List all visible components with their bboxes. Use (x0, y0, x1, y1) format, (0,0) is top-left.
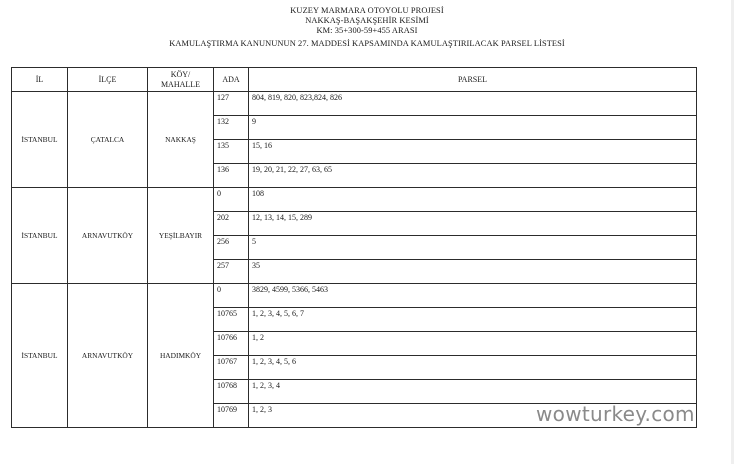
cell-ada: 10768 (214, 380, 249, 404)
cell-ada: 202 (214, 212, 249, 236)
cell-mahalle: YEŞİLBAYIR (148, 188, 214, 284)
header-section-title: NAKKAŞ-BAŞAKŞEHİR KESİMİ (305, 16, 429, 25)
table-row (12, 92, 697, 116)
column-header-ilce: İLÇE (68, 68, 148, 92)
document-header (0, 6, 734, 49)
cell-il: İSTANBUL (12, 92, 68, 188)
cell-parsel: 1, 2, 3, 4, 5, 6 (249, 356, 697, 380)
table-row (12, 188, 697, 212)
cell-mahalle: HADIMKÖY (148, 284, 214, 428)
table-row (12, 284, 697, 308)
cell-il: İSTANBUL (12, 188, 68, 284)
cell-parsel: 1, 2, 3, 4, 5, 6, 7 (249, 308, 697, 332)
header-km-range: KM: 35+300-59+455 ARASI (316, 26, 418, 35)
cell-parsel: 804, 819, 820, 823,824, 826 (249, 92, 697, 116)
cell-ada: 256 (214, 236, 249, 260)
parcel-table (11, 67, 697, 428)
cell-ada: 0 (214, 188, 249, 212)
cell-ada: 127 (214, 92, 249, 116)
cell-parsel: 1, 2 (249, 332, 697, 356)
cell-parsel: 9 (249, 116, 697, 140)
column-header-ada: ADA (214, 68, 249, 92)
cell-ilce: ARNAVUTKÖY (68, 188, 148, 284)
cell-ada: 257 (214, 260, 249, 284)
cell-ada: 135 (214, 140, 249, 164)
cell-ilce: ÇATALCA (68, 92, 148, 188)
column-header-parsel: PARSEL (249, 68, 697, 92)
cell-mahalle: NAKKAŞ (148, 92, 214, 188)
column-header-koy-mahalle (148, 68, 214, 92)
header-project-title: KUZEY MARMARA OTOYOLU PROJESİ (290, 6, 444, 15)
cell-parsel: 12, 13, 14, 15, 289 (249, 212, 697, 236)
cell-parsel: 1, 2, 3, 4 (249, 380, 697, 404)
cell-parsel: 19, 20, 21, 22, 27, 63, 65 (249, 164, 697, 188)
column-header-il: İL (12, 68, 68, 92)
header-list-title: KAMULAŞTIRMA KANUNUNUN 27. MADDESİ KAPSAMINDA KAMULAŞTIRILACAK PARSEL LİSTESİ (169, 39, 565, 48)
cell-ada: 10769 (214, 404, 249, 428)
cell-il: İSTANBUL (12, 284, 68, 428)
cell-parsel: 108 (249, 188, 697, 212)
cell-ada: 10767 (214, 356, 249, 380)
cell-ada: 136 (214, 164, 249, 188)
cell-ada: 10766 (214, 332, 249, 356)
cell-parsel: 35 (249, 260, 697, 284)
cell-parsel: 1, 2, 3 (249, 404, 697, 428)
cell-parsel: 5 (249, 236, 697, 260)
cell-ada: 132 (214, 116, 249, 140)
cell-ilce: ARNAVUTKÖY (68, 284, 148, 428)
cell-parsel: 15, 16 (249, 140, 697, 164)
cell-parsel: 3829, 4599, 5366, 5463 (249, 284, 697, 308)
cell-ada: 10765 (214, 308, 249, 332)
column-header-mahalle: MAHALLE (160, 79, 201, 89)
watermark-text: wowturkey.com (536, 402, 695, 426)
table-header-row (12, 68, 697, 92)
column-header-koy: KÖY/ (170, 69, 191, 79)
cell-ada: 0 (214, 284, 249, 308)
